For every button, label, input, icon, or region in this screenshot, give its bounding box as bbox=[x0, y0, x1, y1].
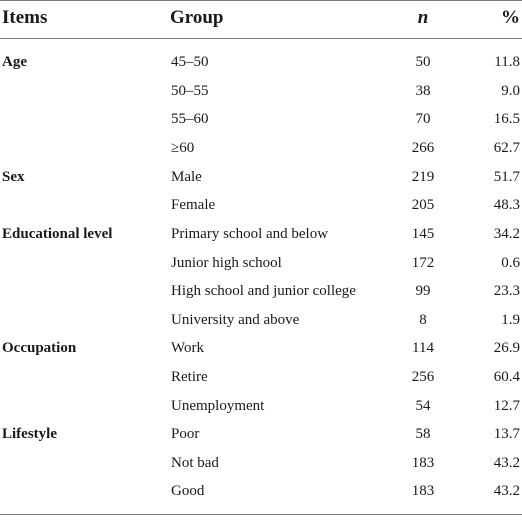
row-n: 219 bbox=[411, 169, 435, 185]
row-percent: 9.0 bbox=[501, 83, 520, 99]
table-row bbox=[0, 363, 522, 391]
table-row bbox=[0, 77, 522, 105]
row-n: 114 bbox=[412, 340, 434, 356]
row-n: 50 bbox=[415, 54, 431, 70]
table-row bbox=[0, 48, 522, 76]
row-group: Primary school and below bbox=[171, 226, 329, 242]
row-n: 54 bbox=[415, 398, 431, 414]
row-percent: 34.2 bbox=[493, 226, 520, 242]
row-n: 183 bbox=[411, 483, 435, 499]
row-percent: 26.9 bbox=[493, 340, 520, 356]
row-group: Not bad bbox=[171, 455, 219, 471]
table-row bbox=[0, 449, 522, 477]
row-group: 45–50 bbox=[171, 54, 209, 70]
header-group: Group bbox=[170, 7, 224, 28]
row-group: Poor bbox=[171, 426, 200, 442]
row-n: 256 bbox=[411, 369, 435, 385]
row-group: Male bbox=[171, 169, 202, 185]
header-n: n bbox=[417, 7, 429, 28]
row-percent: 62.7 bbox=[493, 140, 520, 156]
row-n: 172 bbox=[411, 255, 435, 271]
row-group: Work bbox=[171, 340, 204, 356]
table-row bbox=[0, 392, 522, 420]
row-group: 50–55 bbox=[171, 83, 209, 99]
row-percent: 23.3 bbox=[493, 283, 520, 299]
table-row bbox=[0, 277, 522, 305]
table-row bbox=[0, 249, 522, 277]
row-item: Educational level bbox=[2, 226, 113, 242]
row-group: Retire bbox=[171, 369, 208, 385]
row-n: 145 bbox=[411, 226, 435, 242]
row-percent: 11.8 bbox=[494, 54, 520, 70]
header-percent: % bbox=[501, 7, 520, 28]
row-n: 183 bbox=[411, 455, 435, 471]
row-percent: 51.7 bbox=[493, 169, 520, 185]
row-percent: 43.2 bbox=[493, 483, 520, 499]
table-row bbox=[0, 191, 522, 219]
row-percent: 60.4 bbox=[493, 369, 520, 385]
row-item: Lifestyle bbox=[2, 426, 57, 442]
row-percent: 16.5 bbox=[493, 111, 520, 127]
row-n: 266 bbox=[411, 140, 435, 156]
table-header bbox=[0, 0, 522, 38]
row-group: ≥60 bbox=[171, 140, 195, 156]
row-percent: 13.7 bbox=[493, 426, 520, 442]
row-group: High school and junior college bbox=[171, 283, 356, 299]
table-row bbox=[0, 105, 522, 133]
row-group: Good bbox=[171, 483, 205, 499]
header-items: Items bbox=[2, 7, 48, 28]
table-row bbox=[0, 134, 522, 162]
row-n: 38 bbox=[415, 83, 431, 99]
row-percent: 1.9 bbox=[501, 312, 520, 328]
row-n: 70 bbox=[415, 111, 431, 127]
table-row bbox=[0, 334, 522, 362]
row-group: University and above bbox=[171, 312, 300, 328]
row-item: Occupation bbox=[2, 340, 77, 356]
table-row bbox=[0, 220, 522, 248]
table-row bbox=[0, 163, 522, 191]
row-group: Unemployment bbox=[171, 398, 265, 414]
row-n: 8 bbox=[419, 312, 427, 328]
row-group: Junior high school bbox=[171, 255, 282, 271]
row-item: Sex bbox=[2, 169, 25, 185]
table-bottom-rule bbox=[0, 514, 522, 515]
table-row bbox=[0, 477, 522, 505]
row-group: Female bbox=[171, 197, 216, 213]
row-percent: 48.3 bbox=[493, 197, 520, 213]
table-row bbox=[0, 420, 522, 448]
row-item: Age bbox=[2, 54, 27, 70]
row-n: 99 bbox=[415, 283, 431, 299]
table-row bbox=[0, 306, 522, 334]
row-n: 58 bbox=[415, 426, 431, 442]
row-percent: 0.6 bbox=[501, 255, 520, 271]
table-header-rule bbox=[0, 38, 522, 39]
row-percent: 43.2 bbox=[493, 455, 520, 471]
row-n: 205 bbox=[411, 197, 435, 213]
row-percent: 12.7 bbox=[493, 398, 520, 414]
row-group: 55–60 bbox=[171, 111, 209, 127]
